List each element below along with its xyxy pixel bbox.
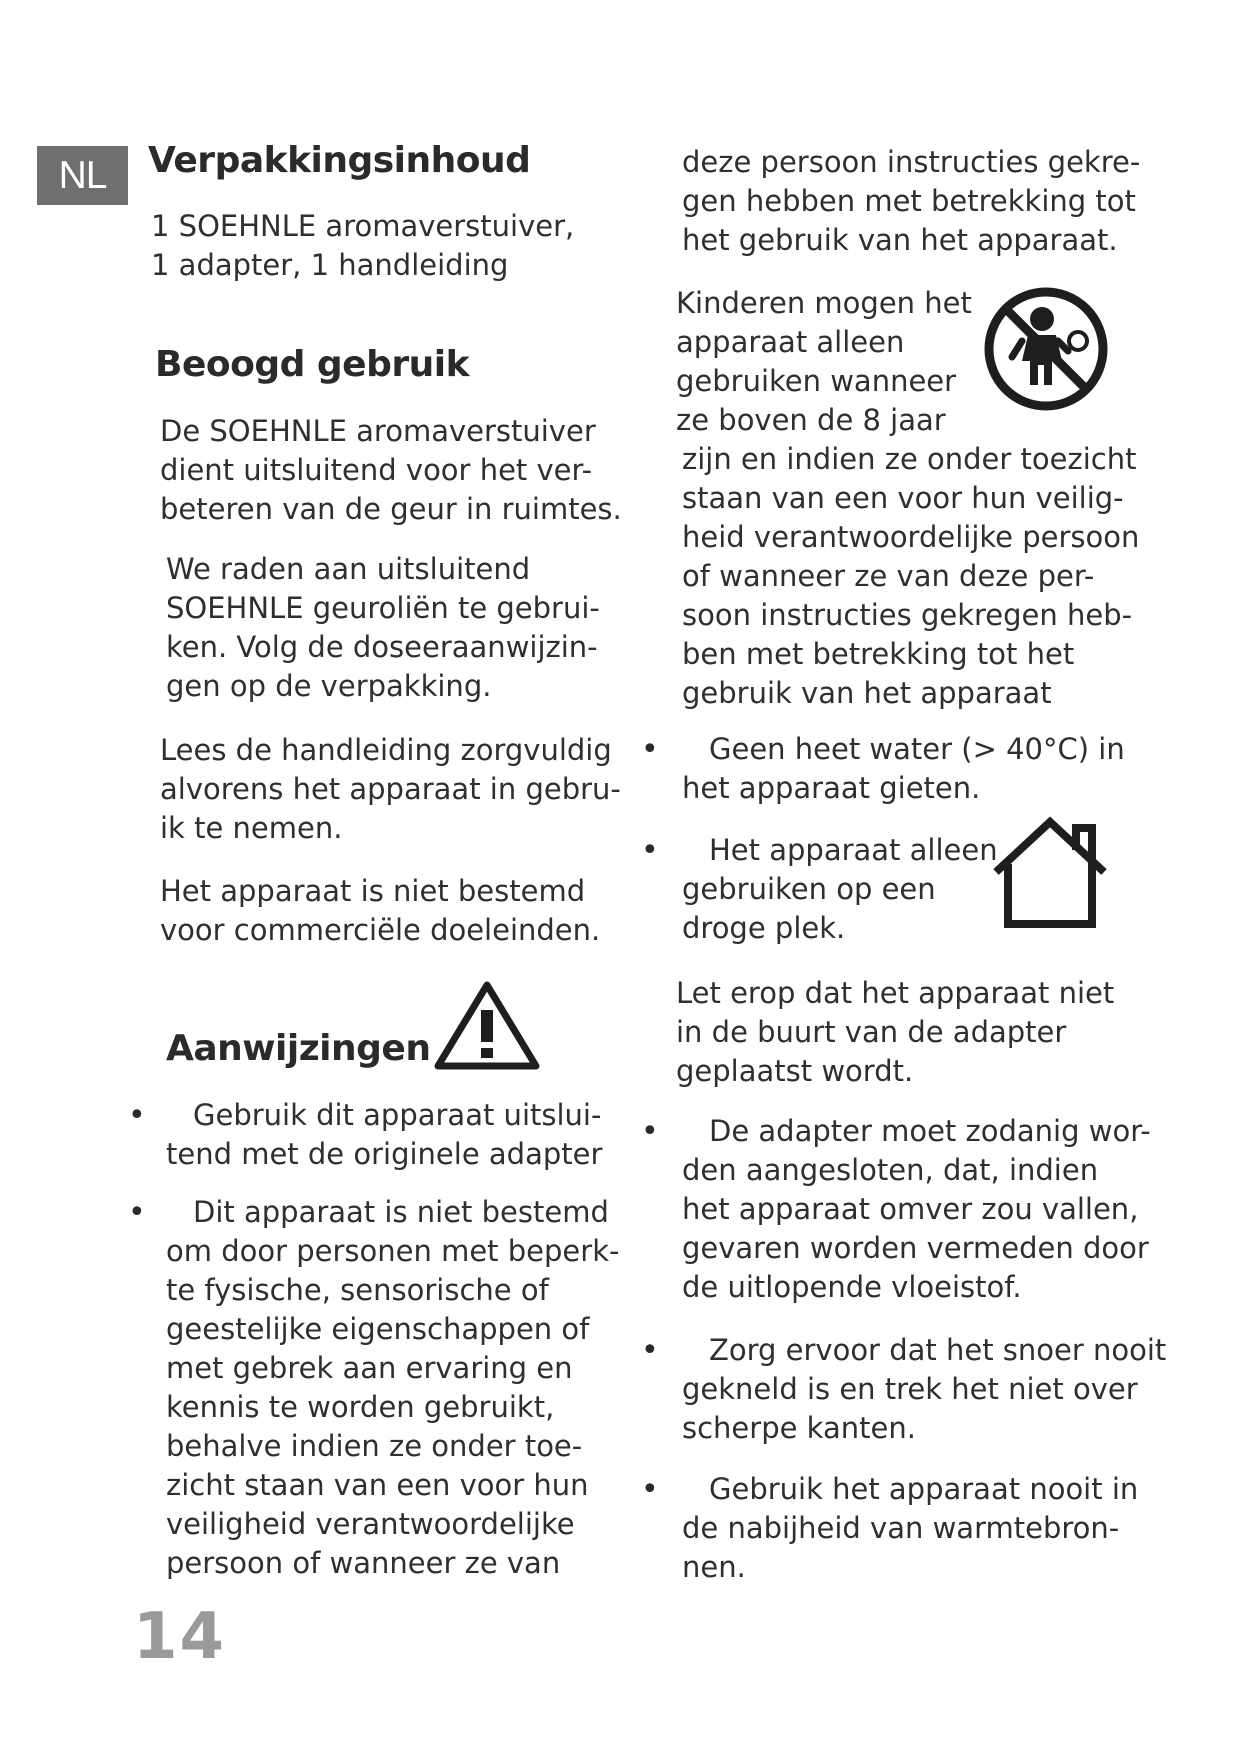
page-number: 14 [133, 1600, 227, 1674]
note-bullet-persons: Dit apparaat is niet bestemd om door personen met beperk- te fysische, sensorische of geestelijke eigenschappen of met gebrek aan ervaring en kennis te worden gebruikt, behalve indien ze onder toe- zicht staan van een voor hun veiligheid verantwoordelijke persoon of wanneer ze van [166, 1195, 620, 1580]
intended-use-paragraph-2: We raden aan uitsluitend SOEHNLE geuroliën te gebrui- ken. Volg de doseeraanwijzin- gen op de verpakking. [166, 552, 600, 703]
warning-triangle-icon [432, 977, 542, 1073]
note-bullet-adapter-connection: De adapter moet zodanig wor- den aangesloten, dat, indien het apparaat omver zou vallen, gevaren worden vermeden door de uitlopende vloeistof. [682, 1114, 1151, 1304]
contents-heading: Verpakkingsinhoud [148, 140, 531, 181]
bullet-marker: • [641, 833, 659, 868]
intended-use-paragraph-1: De SOEHNLE aromaverstuiver dient uitsluitend voor het ver- beteren van de geur in ruimtes. [160, 414, 622, 526]
children-text-top: Kinderen mogen het apparaat alleen gebruiken wanneer ze boven de 8 jaar [676, 286, 972, 437]
note-bullet-heat-sources: Gebruik het apparaat nooit in de nabijheid van warmtebron- nen. [682, 1472, 1139, 1584]
bullet-marker: • [128, 1195, 146, 1230]
intended-use-paragraph-4: Het apparaat is niet bestemd voor commerciële doeleinden. [160, 874, 601, 947]
note-bullet-dry-place: Het apparaat alleen gebruiken op een droge plek. [682, 833, 998, 945]
contents-text: 1 SOEHNLE aromaverstuiver, 1 adapter, 1 handleiding [151, 209, 575, 282]
no-children-icon [982, 285, 1110, 413]
bullet-marker: • [128, 1098, 146, 1133]
children-text-rest: zijn en indien ze onder toezicht staan van een voor hun veilig- heid verantwoordelijke persoon of wanneer ze van deze per- soon instructies gekregen heb- ben met betrekking tot het gebruik van het apparaat [682, 442, 1140, 710]
note-bullet-hot-water: Geen heet water (> 40°C) in het apparaat gieten. [682, 732, 1125, 805]
intended-use-heading: Beoogd gebruik [155, 344, 470, 385]
bullet-marker: • [641, 732, 659, 767]
bullet-marker: • [641, 1333, 659, 1368]
house-icon [988, 814, 1112, 930]
bullet-marker: • [641, 1472, 659, 1507]
note-bullet-adapter-only: Gebruik dit apparaat uitslui- tend met de originele adapter [166, 1098, 603, 1171]
adapter-distance-note: Let erop dat het apparaat niet in de buurt van de adapter geplaatst wordt. [676, 976, 1115, 1088]
bullet-marker: • [641, 1114, 659, 1149]
notes-heading: Aanwijzingen [166, 1028, 431, 1069]
language-badge: NL [37, 146, 128, 205]
persons-continuation: deze persoon instructies gekre- gen hebben met betrekking tot het gebruik van het apparaat. [682, 145, 1141, 257]
note-bullet-cord: Zorg ervoor dat het snoer nooit gekneld is en trek het niet over scherpe kanten. [682, 1333, 1167, 1445]
intended-use-paragraph-3: Lees de handleiding zorgvuldig alvorens het apparaat in gebru- ik te nemen. [160, 733, 621, 845]
